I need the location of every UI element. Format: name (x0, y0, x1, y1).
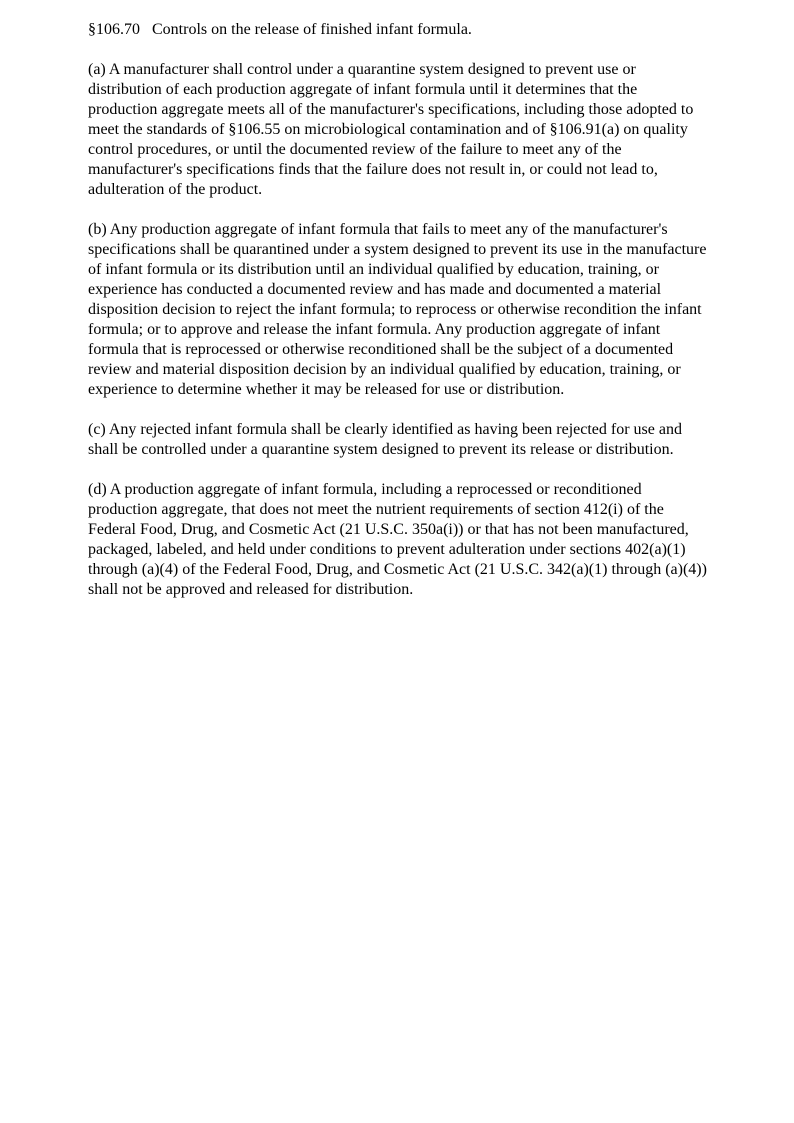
paragraph-b: (b) Any production aggregate of infant formula that fails to meet any of the manufacturer's specifications shall be quarantined under a system designed to prevent its use in the manufacture of infant formula or its distribution until an individual qualified by education, training, or experience has conducted a documented review and has made and documented a material disposition decision to reject the infant formula; to reprocess or otherwise recondition the infant formula; or to approve and release the infant formula. Any production aggregate of infant formula that is reprocessed or otherwise reconditioned shall be the subject of a documented review and material disposition decision by an individual qualified by education, training, or experience to determine whether it may be released for use or distribution. (88, 221, 707, 398)
section-heading: §106.70 Controls on the release of finished infant formula. (88, 21, 472, 38)
paragraph-a: (a) A manufacturer shall control under a quarantine system designed to prevent use or distribution of each production aggregate of infant formula until it determines that the production aggregate meets all of the manufacturer's specifications, including those adopted to meet the standards of §106.55 on microbiological contamination and of §106.91(a) on quality control procedures, or until the documented review of the failure to meet any of the manufacturer's specifications finds that the failure does not result in, or could not lead to, adulteration of the product. (88, 61, 694, 198)
paragraph-d: (d) A production aggregate of infant formula, including a reprocessed or reconditioned production aggregate, that does not meet the nutrient requirements of section 412(i) of the Federal Food, Drug, and Cosmetic Act (21 U.S.C. 350a(i)) or that has not been manufactured, packaged, labeled, and held under conditions to prevent adulteration under sections 402(a)(1) through (a)(4) of the Federal Food, Drug, and Cosmetic Act (21 U.S.C. 342(a)(1) through (a)(4)) shall not be approved and released for distribution. (88, 481, 707, 598)
paragraph-c: (c) Any rejected infant formula shall be clearly identified as having been rejected for use and shall be controlled under a quarantine system designed to prevent its release or distribution. (88, 421, 682, 458)
document-page (88, 20, 708, 620)
